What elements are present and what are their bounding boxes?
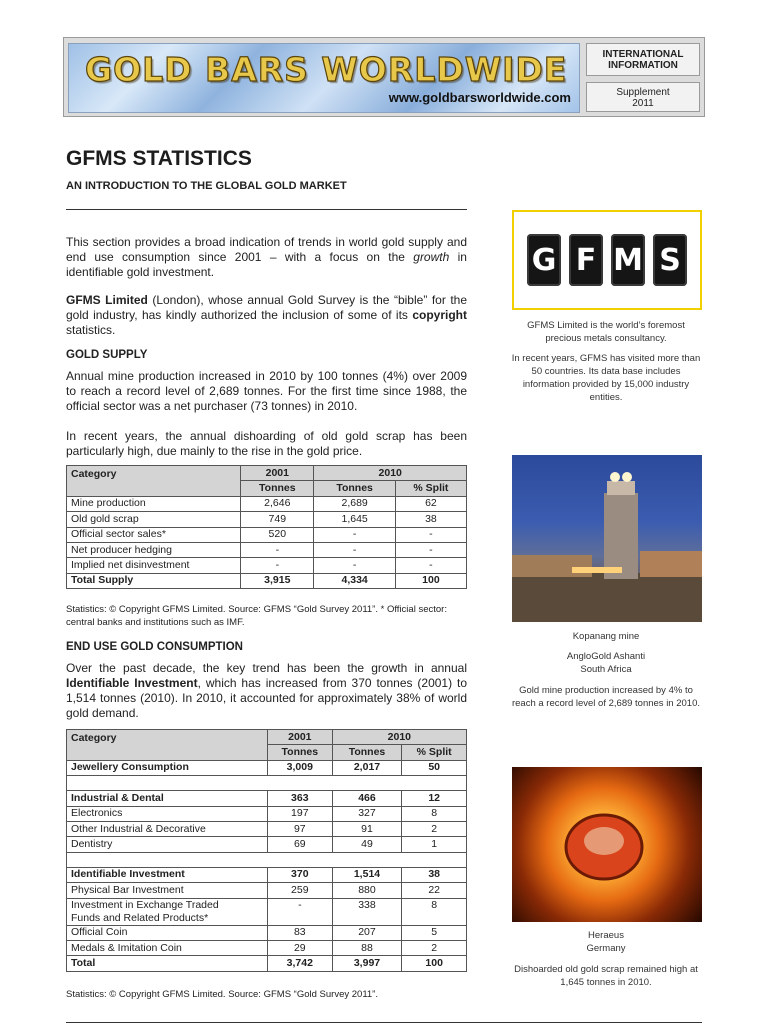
intro-paragraph-2 (66, 293, 467, 338)
row-2001: 363 (268, 791, 333, 806)
supply-source-note: Statistics: © Copyright GFMS Limited. Source: GFMS “Gold Survey 2011”. * Official sector: central banks and institutions such as IMF. (66, 604, 447, 628)
etf-label-line1: Investment in Exchange Traded (71, 898, 219, 911)
banner-logo-panel (68, 43, 580, 113)
consumption-heading: END USE GOLD CONSUMPTION (66, 641, 243, 653)
gold-supply-heading: GOLD SUPPLY (66, 349, 148, 361)
row-split: 38 (402, 867, 467, 882)
row-label: Medals & Imitation Coin (67, 940, 268, 955)
row-2010: 91 (332, 821, 402, 836)
total-2010: 3,997 (332, 956, 402, 971)
row-2001: 97 (268, 821, 333, 836)
lit-windows (572, 567, 622, 573)
row-label: Official Coin (67, 925, 268, 940)
box2-line1: Supplement (616, 87, 670, 98)
row-2001: 749 (241, 512, 314, 527)
banner-title: GOLD BARS WORLDWIDE (85, 50, 568, 89)
banner-url[interactable]: www.goldbarsworldwide.com (388, 90, 571, 105)
header-2010: 2010 (314, 466, 467, 481)
box1-line1: INTERNATIONAL (602, 49, 684, 60)
headframe-tower (604, 493, 638, 579)
table-row (67, 821, 467, 836)
international-information-box (586, 43, 700, 76)
consumption-table (66, 729, 467, 972)
subheader-split: % Split (395, 481, 466, 496)
header-banner (63, 37, 705, 117)
logo-tile-g: G (527, 234, 561, 286)
total-row (67, 573, 467, 588)
consumption-bold-investment: Identifiable Investment (66, 676, 198, 690)
intro-paragraph-1 (66, 235, 467, 280)
row-2010: - (314, 527, 395, 542)
row-2001: 370 (268, 867, 333, 882)
row-2001: 259 (268, 883, 333, 898)
row-2010: 327 (332, 806, 402, 821)
row-2010: 466 (332, 791, 402, 806)
gold-supply-table (66, 465, 467, 589)
row-label: Jewellery Consumption (67, 760, 268, 775)
intro-p1-text-b: in identifiable gold investment. (66, 250, 467, 279)
intro-p2-bold-copyright: copyright (412, 308, 467, 322)
photo2-credit-line2: Germany (586, 943, 626, 954)
row-split: - (395, 542, 466, 557)
photo2-credit-line1: Heraeus (588, 930, 624, 941)
table-header-row (67, 730, 467, 745)
row-2010: 338 (332, 898, 402, 925)
spacer-cell (67, 852, 467, 867)
table-row (67, 837, 467, 852)
row-2001: 69 (268, 837, 333, 852)
row-label: Old gold scrap (67, 512, 241, 527)
table-row (67, 806, 467, 821)
subheader-split: % Split (402, 745, 467, 760)
header-category: Category (67, 730, 268, 761)
intro-p2-bold-gfms: GFMS Limited (66, 293, 148, 307)
table-row-industrial (67, 791, 467, 806)
subheader-tonnes-2001: Tonnes (241, 481, 314, 496)
subheader-tonnes-2001: Tonnes (268, 745, 333, 760)
row-label: Other Industrial & Decorative (67, 821, 268, 836)
tower-top (607, 481, 635, 495)
row-2001: 29 (268, 940, 333, 955)
table-row (67, 925, 467, 940)
row-split: 50 (402, 760, 467, 775)
table-row (67, 512, 467, 527)
row-label: Electronics (67, 806, 268, 821)
row-2010: - (314, 542, 395, 557)
logo-tile-m: M (611, 234, 645, 286)
intro-p2-text-a: (London), whose annual Gold Survey is the “bible” for the gold industry, has kindly authorized the inclusion of some of its (66, 293, 467, 322)
logo-tile-f: F (569, 234, 603, 286)
row-2010: 207 (332, 925, 402, 940)
row-label: Implied net disinvestment (67, 558, 241, 573)
row-split: - (395, 558, 466, 573)
header-2010: 2010 (332, 730, 466, 745)
total-2001: 3,915 (241, 573, 314, 588)
table-row (67, 558, 467, 573)
row-2010: 2,689 (314, 496, 395, 511)
logo-caption-2: In recent years, GFMS has visited more than 50 countries. Its data base includes information provided by 15,000 industry entities. (511, 353, 701, 403)
page-subtitle: AN INTRODUCTION TO THE GLOBAL GOLD MARKET (66, 180, 347, 192)
spacer-row (67, 776, 467, 791)
row-split: 38 (395, 512, 466, 527)
total-row (67, 956, 467, 971)
photo1-credit-line1: AngloGold Ashanti (566, 651, 646, 662)
row-label: Dentistry (67, 837, 268, 852)
row-split: 22 (402, 883, 467, 898)
subheader-tonnes-2010: Tonnes (314, 481, 395, 496)
total-2001: 3,742 (268, 956, 333, 971)
mine-photo (512, 455, 702, 622)
tower-light (610, 472, 620, 482)
table-row-investment (67, 867, 467, 882)
row-2010: 49 (332, 837, 402, 852)
row-2010: 88 (332, 940, 402, 955)
row-split: 8 (402, 806, 467, 821)
spacer-cell (67, 776, 467, 791)
box2-line2: 2011 (632, 98, 654, 109)
gfms-logo (512, 210, 702, 310)
table-row (67, 940, 467, 955)
scrap-items (584, 827, 624, 855)
intro-p1-text-a: This section provides a broad indication of trends in world gold supply and end use consumption since 2001 – with a focus on the (66, 235, 467, 264)
header-category: Category (67, 466, 241, 497)
row-split: 8 (402, 898, 467, 925)
photo1-credit-line2: South Africa (580, 664, 632, 675)
page-title: GFMS STATISTICS (66, 147, 252, 170)
row-2001: - (241, 558, 314, 573)
ground (512, 573, 702, 622)
header-2001: 2001 (268, 730, 333, 745)
header-2001: 2001 (241, 466, 314, 481)
row-split: 62 (395, 496, 466, 511)
mine-photo-illustration (512, 455, 702, 622)
row-split: 2 (402, 821, 467, 836)
row-2010: 1,514 (332, 867, 402, 882)
row-split: 1 (402, 837, 467, 852)
logo-tile-s: S (653, 234, 687, 286)
row-2010: 1,645 (314, 512, 395, 527)
row-2001: - (268, 898, 333, 925)
consumption-source-note: Statistics: © Copyright GFMS Limited. Source: GFMS “Gold Survey 2011”. (66, 989, 378, 1000)
table-row (67, 542, 467, 557)
row-label: Mine production (67, 496, 241, 511)
row-2010: - (314, 558, 395, 573)
row-2010: 2,017 (332, 760, 402, 775)
title-divider (66, 209, 467, 210)
consumption-paragraph (66, 661, 467, 721)
row-2001: 2,646 (241, 496, 314, 511)
row-label: Official sector sales* (67, 527, 241, 542)
box1-line2: INFORMATION (608, 60, 678, 71)
table-row (67, 496, 467, 511)
gold-supply-paragraph-1: Annual mine production increased in 2010 by 100 tonnes (4%) over 2009 to reach a record level of 2,689 tonnes. For the first time since 1988, the official sector was a net purchaser (73 tonnes) in 2010. (66, 369, 467, 413)
row-2001: - (241, 542, 314, 557)
row-label (67, 898, 268, 925)
photo1-title: Kopanang mine (572, 631, 640, 642)
total-split: 100 (402, 956, 467, 971)
consumption-text-b: , which has increased from 370 tonnes (2001) to 1,514 tonnes (2010). In 2010, it accounted for approximately 38% of world gold demand. (66, 676, 468, 720)
footer-divider (66, 1022, 702, 1023)
row-label: Identifiable Investment (67, 867, 268, 882)
photo1-caption: Gold mine production increased by 4% to reach a record level of 2,689 tonnes in 2010. (511, 685, 700, 709)
total-split: 100 (395, 573, 466, 588)
total-label: Total Supply (67, 573, 241, 588)
molten-gold-photo (512, 767, 702, 922)
total-label: Total (67, 956, 268, 971)
table-header-row (67, 466, 467, 481)
intro-p1-emphasis: growth (413, 250, 450, 264)
intro-p2-text-b: statistics. (66, 323, 116, 337)
logo-caption-1: GFMS Limited is the world’s foremost precious metals consultancy. (527, 320, 685, 344)
table-row (67, 527, 467, 542)
spacer-row (67, 852, 467, 867)
photo2-caption: Dishoarded old gold scrap remained high at 1,645 tonnes in 2010. (514, 964, 698, 988)
row-2001: 520 (241, 527, 314, 542)
row-split: 5 (402, 925, 467, 940)
row-split: 12 (402, 791, 467, 806)
etf-label-line2: Funds and Related Products* (71, 911, 209, 924)
subheader-tonnes-2010: Tonnes (332, 745, 402, 760)
table-row (67, 883, 467, 898)
tower-light (622, 472, 632, 482)
row-label: Net producer hedging (67, 542, 241, 557)
supplement-box (586, 82, 700, 112)
table-row (67, 898, 467, 925)
total-2010: 4,334 (314, 573, 395, 588)
molten-gold-illustration (512, 767, 702, 922)
row-2001: 197 (268, 806, 333, 821)
row-2001: 83 (268, 925, 333, 940)
building-right (640, 551, 702, 577)
row-2010: 880 (332, 883, 402, 898)
building-left (512, 555, 592, 577)
row-2001: 3,009 (268, 760, 333, 775)
consumption-text-a: Over the past decade, the key trend has been the growth in annual (66, 661, 467, 675)
table-row-jewellery (67, 760, 467, 775)
row-split: - (395, 527, 466, 542)
gold-supply-paragraph-2: In recent years, the annual dishoarding of old gold scrap has been particularly high, due mainly to the rise in the gold price. (66, 429, 467, 458)
row-label: Physical Bar Investment (67, 883, 268, 898)
row-split: 2 (402, 940, 467, 955)
row-label: Industrial & Dental (67, 791, 268, 806)
